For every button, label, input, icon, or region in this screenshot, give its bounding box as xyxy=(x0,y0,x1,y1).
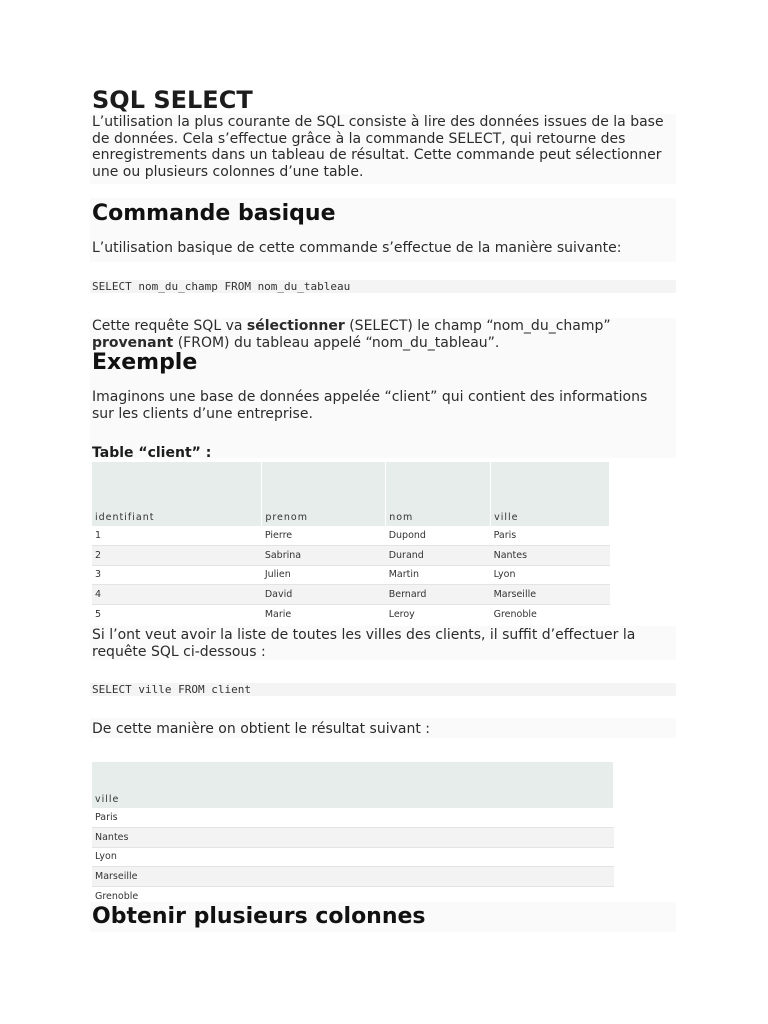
section-heading-example: Exemple xyxy=(92,350,198,375)
table-cell: 5 xyxy=(95,608,102,620)
table-cell: Bernard xyxy=(386,585,491,605)
explanation-text-3: (FROM) du tableau appelé “nom_du_tableau”. xyxy=(173,334,500,351)
example-text: Imaginons une base de données appelée “client” qui contient des informations sur les clients d’une entreprise. xyxy=(92,389,648,422)
column-header: nom xyxy=(386,462,491,526)
table-cell: 2 xyxy=(92,546,262,566)
villes-query-text: Si l’ont veut avoir la liste de toutes les villes des clients, il suffit d’effectuer la requête SQL ci-dessous : xyxy=(92,627,636,660)
table-cell: Nantes xyxy=(92,828,614,848)
table-cell: Paris xyxy=(491,526,610,546)
code-block-basic: SELECT nom_du_champ FROM nom_du_tableau xyxy=(90,280,676,293)
table-row xyxy=(92,526,610,546)
explanation-bold-2: provenant xyxy=(92,334,174,351)
table-row xyxy=(92,585,610,605)
table-cell: Marseille xyxy=(491,585,610,605)
table-cell: Grenoble xyxy=(493,608,537,620)
basic-explanation xyxy=(92,318,672,351)
table-row xyxy=(92,847,614,867)
code-block-ville: SELECT ville FROM client xyxy=(90,683,676,696)
table-cell: Durand xyxy=(386,546,491,566)
basic-usage-text: L’utilisation basique de cette commande s’effectue de la manière suivante: xyxy=(92,240,622,256)
result-table-header xyxy=(92,762,614,808)
column-header: ville xyxy=(491,462,610,526)
table-cell: 4 xyxy=(92,585,262,605)
result-intro-text: De cette manière on obtient le résultat suivant : xyxy=(92,721,430,737)
table-cell: Lyon xyxy=(92,847,614,867)
table-cell: Lyon xyxy=(491,565,610,585)
table-cell: Dupond xyxy=(386,526,491,546)
column-header: prenom xyxy=(262,462,386,526)
table-cell: David xyxy=(262,585,386,605)
section-heading-multiple-columns: Obtenir plusieurs colonnes xyxy=(92,904,426,929)
table-cell: Marie xyxy=(264,608,292,620)
explanation-text-1: Cette requête SQL va xyxy=(92,318,247,334)
table-cell: Pierre xyxy=(262,526,386,546)
intro-paragraph: L’utilisation la plus courante de SQL consiste à lire des données issues de la base de données. Cela s’effectue grâce à la commande SELECT, qui retourne des enregistrements dans un tableau de résultat. Cette commande peut sélectionner une ou plusieurs colonnes d’une table. xyxy=(92,114,664,180)
table-row xyxy=(92,808,614,828)
table-cell: Grenoble xyxy=(95,890,139,902)
column-header: ville xyxy=(92,762,614,808)
table-cell: 1 xyxy=(92,526,262,546)
table-cell: Julien xyxy=(262,565,386,585)
table-row xyxy=(92,565,610,585)
explanation-text-2: (SELECT) le champ “nom_du_champ” xyxy=(344,318,611,334)
explanation-bold-1: sélectionner xyxy=(246,318,345,334)
table-row xyxy=(92,828,614,848)
result-table xyxy=(92,762,614,906)
table-cell: Paris xyxy=(92,808,614,828)
table-row xyxy=(92,867,614,887)
table-row xyxy=(92,604,610,624)
table-cell: 3 xyxy=(92,565,262,585)
table-cell: Leroy xyxy=(388,608,415,620)
table-cell: Nantes xyxy=(491,546,610,566)
column-header: identifiant xyxy=(92,462,262,526)
section-heading-basic: Commande basique xyxy=(92,201,336,226)
table-caption: Table “client” : xyxy=(92,445,212,461)
table-row xyxy=(92,546,610,566)
table-cell: Martin xyxy=(386,565,491,585)
client-table-header xyxy=(92,462,610,526)
table-cell: Sabrina xyxy=(262,546,386,566)
client-table xyxy=(92,462,610,624)
page-title: SQL SELECT xyxy=(92,86,253,114)
table-cell: Marseille xyxy=(92,867,614,887)
